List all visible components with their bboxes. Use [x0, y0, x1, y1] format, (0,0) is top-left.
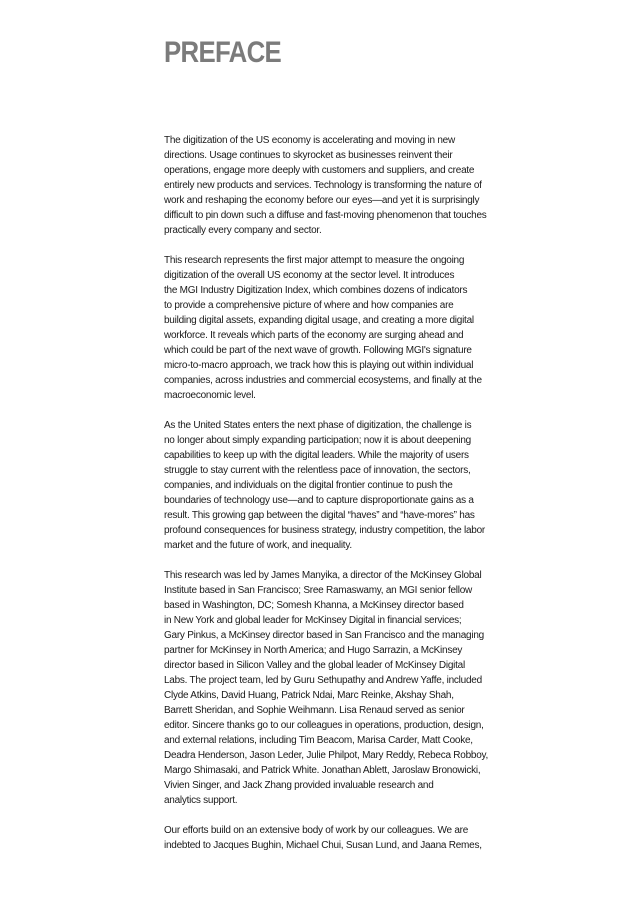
text-line: The digitization of the US economy is accelerating and moving in new [164, 135, 455, 146]
text-line: companies, and individuals on the digital frontier continue to push the [164, 480, 453, 491]
text-line: Margo Shimasaki, and Patrick White. Jonathan Ablett, Jaroslaw Bronowicki, [164, 765, 481, 776]
text-line: workforce. It reveals which parts of the economy are surging ahead and [164, 330, 464, 341]
text-line: micro-to-macro approach, we track how this is playing out within individual [164, 360, 474, 371]
page-title: PREFACE [164, 36, 282, 69]
text-line: which could be part of the next wave of growth. Following MGI's signature [164, 345, 472, 356]
text-line: As the United States enters the next phase of digitization, the challenge is [164, 420, 472, 431]
text-line: the MGI Industry Digitization Index, which combines dozens of indicators [164, 285, 468, 296]
text-line: Deadra Henderson, Jason Leder, Julie Philpot, Mary Reddy, Rebeca Robboy, [164, 750, 489, 761]
paragraph-2 [164, 253, 516, 403]
text-line: struggle to stay current with the relentless pace of innovation, the sectors, [164, 465, 471, 476]
paragraph-4 [164, 568, 516, 808]
text-line: no longer about simply expanding participation; now it is about deepening [164, 435, 471, 446]
text-line: boundaries of technology use—and to capture disproportionate gains as a [164, 495, 474, 506]
text-line: digitization of the overall US economy at the sector level. It introduces [164, 270, 455, 281]
text-line: result. This growing gap between the digital “haves” and “have-mores” has [164, 510, 475, 521]
paragraph-1 [164, 133, 516, 238]
paragraph-5 [164, 823, 516, 853]
text-line: This research was led by James Manyika, a director of the McKinsey Global [164, 570, 482, 581]
text-line: Vivien Singer, and Jack Zhang provided invaluable research and [164, 780, 434, 791]
text-line: based in Washington, DC; Somesh Khanna, a McKinsey director based [164, 600, 464, 611]
text-line: operations, engage more deeply with customers and suppliers, and create [164, 165, 475, 176]
text-line: building digital assets, expanding digital usage, and creating a more digital [164, 315, 474, 326]
text-line: Gary Pinkus, a McKinsey director based in San Francisco and the managing [164, 630, 484, 641]
text-line: practically every company and sector. [164, 225, 322, 236]
text-line: profound consequences for business strategy, industry competition, the labor [164, 525, 486, 536]
preface-body [164, 133, 516, 868]
text-line: partner for McKinsey in North America; and Hugo Sarrazin, a McKinsey [164, 645, 463, 656]
text-line: capabilities to keep up with the digital leaders. While the majority of users [164, 450, 469, 461]
text-line: and external relations, including Tim Beacom, Marisa Carder, Matt Cooke, [164, 735, 473, 746]
text-line: to provide a comprehensive picture of where and how companies are [164, 300, 454, 311]
text-line: Our efforts build on an extensive body of work by our colleagues. We are [164, 825, 469, 836]
text-line: in New York and global leader for McKinsey Digital in financial services; [164, 615, 462, 626]
text-line: analytics support. [164, 795, 238, 806]
text-line: This research represents the first major attempt to measure the ongoing [164, 255, 465, 266]
text-line: Clyde Atkins, David Huang, Patrick Ndai, Marc Reinke, Akshay Shah, [164, 690, 454, 701]
text-line: macroeconomic level. [164, 390, 256, 401]
text-line: companies, across industries and commercial ecosystems, and finally at the [164, 375, 482, 386]
text-line: Barrett Sheridan, and Sophie Weihmann. Lisa Renaud served as senior [164, 705, 465, 716]
text-line: Labs. The project team, led by Guru Sethupathy and Andrew Yaffe, included [164, 675, 482, 686]
text-line: work and reshaping the economy before our eyes—and yet it is surprisingly [164, 195, 480, 206]
text-line: indebted to Jacques Bughin, Michael Chui, Susan Lund, and Jaana Remes, [164, 840, 482, 851]
text-line: market and the future of work, and inequality. [164, 540, 352, 551]
text-line: director based in Silicon Valley and the global leader of McKinsey Digital [164, 660, 465, 671]
text-line: entirely new products and services. Technology is transforming the nature of [164, 180, 482, 191]
paragraph-3 [164, 418, 516, 553]
text-line: editor. Sincere thanks go to our colleagues in operations, production, design, [164, 720, 484, 731]
text-line: Institute based in San Francisco; Sree Ramaswamy, an MGI senior fellow [164, 585, 473, 596]
text-line: difficult to pin down such a diffuse and fast-moving phenomenon that touches [164, 210, 487, 221]
text-line: directions. Usage continues to skyrocket as businesses reinvent their [164, 150, 453, 161]
